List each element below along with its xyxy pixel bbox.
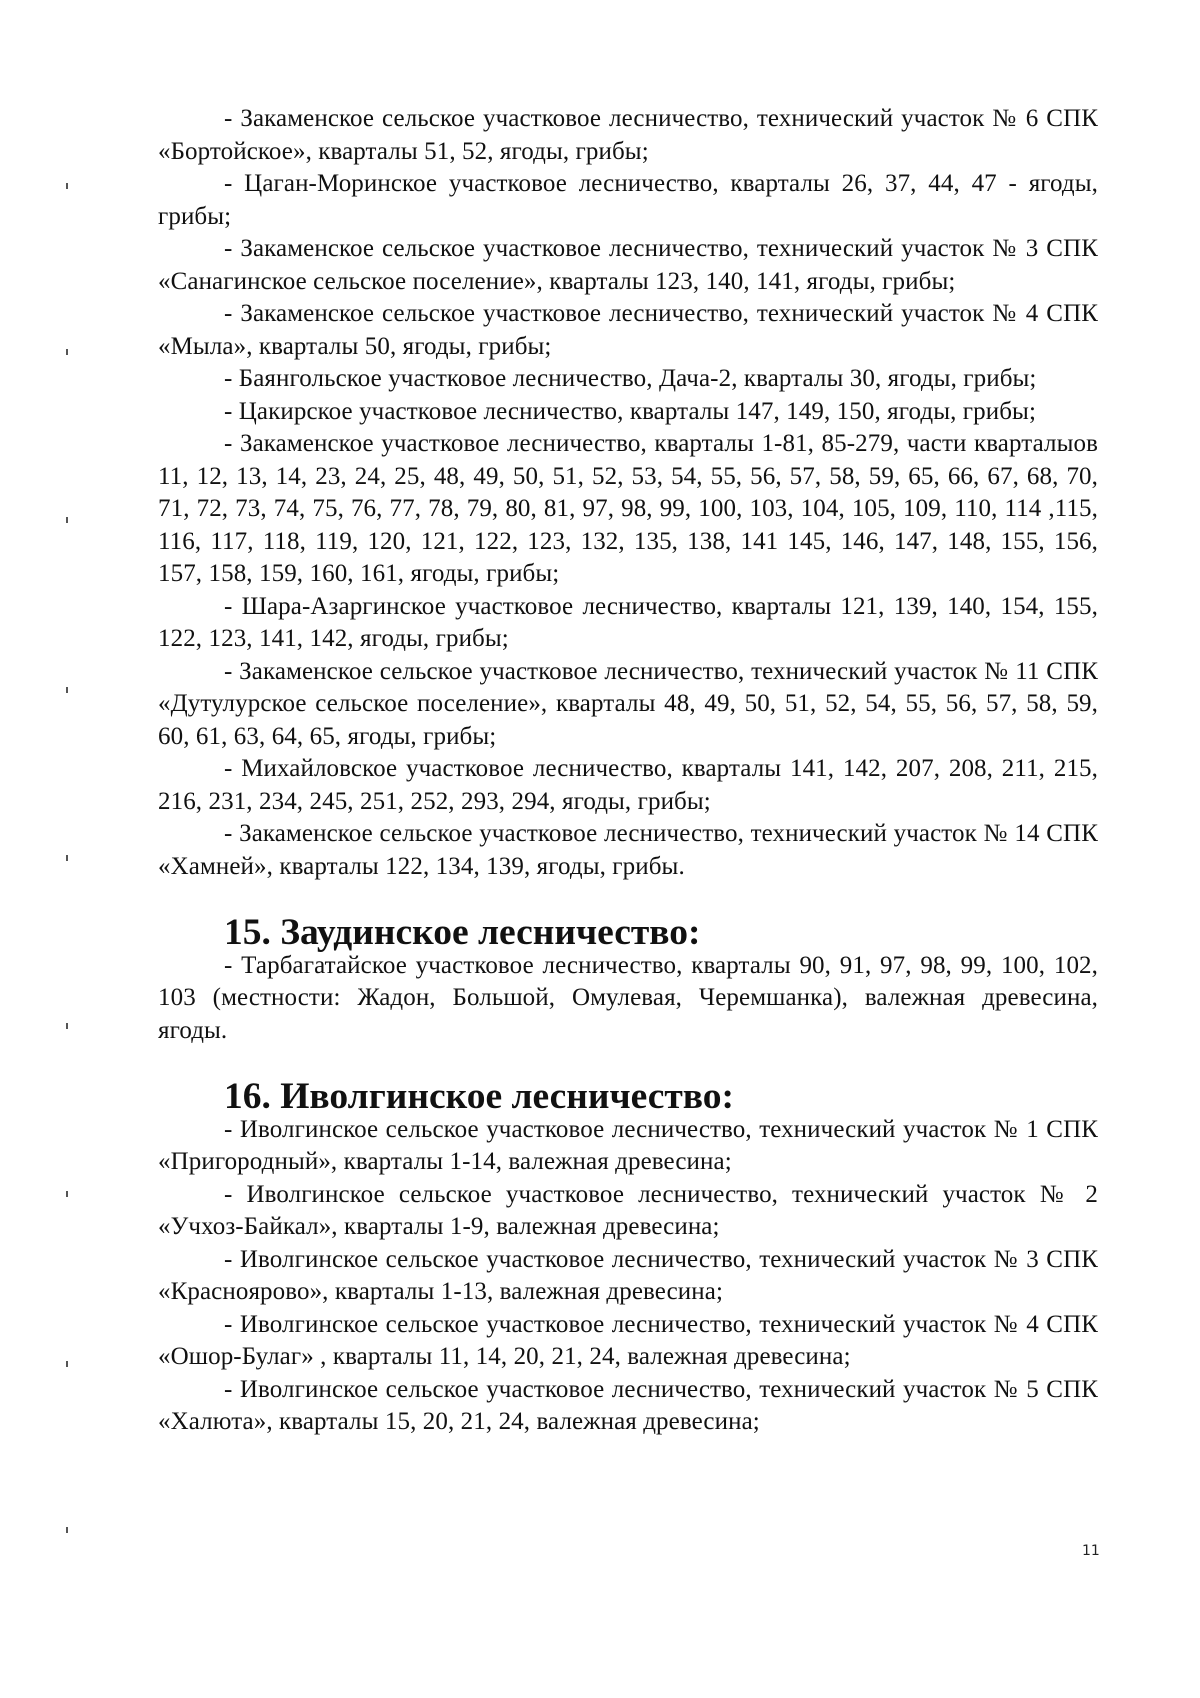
scan-artifact (66, 183, 68, 189)
section-heading-16: 16. Иволгинское лесничество: (224, 1076, 735, 1117)
list-item: - Иволгинское сельское участковое лесничество, технический участок № 2 «Учхоз-Байкал», кварталы 1-9, валежная древесина; (158, 1180, 1098, 1240)
scan-artifact (66, 855, 68, 861)
list-item: - Закаменское участковое лесничество, кварталы 1-81, 85-279, части кварталыов 11, 12, 13, 14, 23, 24, 25, 48, 49, 50, 51, 52, 53, 54, 55, 56, 57, 58, 59, 65, 66, 67, 68, 70, 71, 72, 73, 74, 75, 76, 77, 78, 79, 80, 81, 97, 98, 99, 100, 103, 104, 105, 109, 110, 114 ,115, 116, 117, 118, 119, 120, 121, 122, 123, 132, 135, 138, 141 145, 146, 147, 148, 155, 156, 157, 158, 159, 160, 161, ягоды, грибы; (158, 430, 1098, 587)
list-item: - Закаменское сельское участковое лесничество, технический участок № 14 СПК «Хамней», кварталы 122, 134, 139, ягоды, грибы. (158, 820, 1098, 880)
scan-artifact (66, 1527, 68, 1533)
scan-artifact (66, 349, 68, 355)
document-body (158, 103, 1098, 1439)
list-item: - Закаменское сельское участковое лесничество, технический участок № 6 СПК «Бортойское», кварталы 51, 52, ягоды, грибы; (158, 105, 1098, 165)
scan-artifact (66, 517, 68, 523)
scan-artifact (66, 1191, 68, 1197)
list-item: - Тарбагатайское участковое лесничество, кварталы 90, 91, 97, 98, 99, 100, 102, 103 (местности: Жадон, Большой, Омулевая, Черемшанка), валежная древесина, ягоды. (158, 951, 1098, 1044)
list-item: - Баянгольское участковое лесничество, Дача-2, кварталы 30, ягоды, грибы; (224, 365, 1037, 392)
scan-artifact (66, 1361, 68, 1367)
list-item: - Михайловское участковое лесничество, кварталы 141, 142, 207, 208, 211, 215, 216, 231, 234, 245, 251, 252, 293, 294, ягоды, грибы; (158, 755, 1098, 815)
scan-artifact (66, 687, 68, 693)
list-item: - Иволгинское сельское участковое лесничество, технический участок № 1 СПК «Пригородный», кварталы 1-14, валежная древесина; (158, 1115, 1098, 1175)
scan-artifact (66, 1023, 68, 1029)
list-item: - Закаменское сельское участковое лесничество, технический участок № 3 СПК «Санагинское сельское поселение», кварталы 123, 140, 141, ягоды, грибы; (158, 235, 1098, 295)
list-item: - Закаменское сельское участковое лесничество, технический участок № 11 СПК «Дутулурское сельское поселение», кварталы 48, 49, 50, 51, 52, 54, 55, 56, 57, 58, 59, 60, 61, 63, 64, 65, ягоды, грибы; (158, 657, 1098, 750)
list-item: - Шара-Азаргинское участковое лесничество, кварталы 121, 139, 140, 154, 155, 122, 123, 141, 142, ягоды, грибы; (158, 592, 1098, 652)
list-item: - Иволгинское сельское участковое лесничество, технический участок № 3 СПК «Краснoярово», кварталы 1-13, валежная древесина; (158, 1245, 1098, 1305)
section-heading-15: 15. Заудинское лесничество: (224, 912, 701, 953)
list-item: - Цакирское участковое лесничество, кварталы 147, 149, 150, ягоды, грибы; (224, 397, 1036, 425)
list-item: - Иволгинское сельское участковое лесничество, технический участок № 4 СПК «Ошор-Булаг» , кварталы 11, 14, 20, 21, 24, валежная древесина; (158, 1310, 1098, 1370)
list-item: - Цаган-Моринское участковое лесничество, кварталы 26, 37, 44, 47 - ягоды, грибы; (158, 170, 1098, 230)
list-item: - Иволгинское сельское участковое лесничество, технический участок № 5 СПК «Халюта», кварталы 15, 20, 21, 24, валежная древесина; (158, 1375, 1098, 1435)
page-number: 11 (1082, 1543, 1100, 1559)
list-item: - Закаменское сельское участковое лесничество, технический участок № 4 СПК «Мыла», кварталы 50, ягоды, грибы; (158, 300, 1098, 360)
